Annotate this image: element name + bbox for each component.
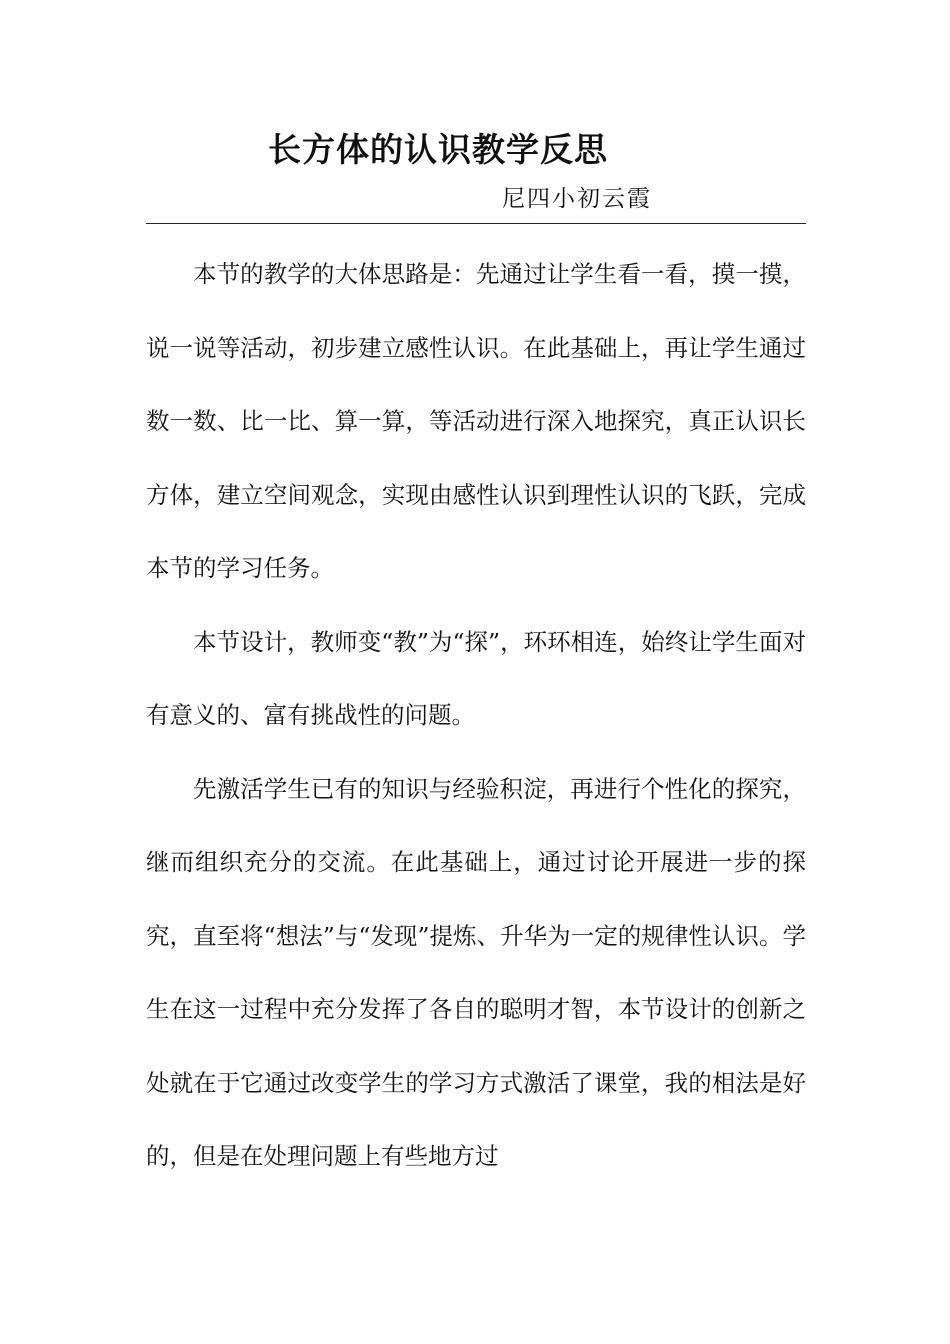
document-body bbox=[146, 238, 806, 1194]
paragraph-text: 本节的教学的大体思路是：先通过让学生看一看，摸一摸，说一说等活动，初步建立感性认识。在此基础上，再让学生通过数一数、比一比、算一算，等活动进行深入地探究，真正认识长方体，建立空间观念，实现由感性认识到理性认识的飞跃，完成本节的学习任务。 bbox=[146, 260, 806, 582]
paragraph-text: 本节设计，教师变“教”为“探”，环环相连，始终让学生面对有意义的、富有挑战性的问题。 bbox=[146, 627, 806, 729]
document-author: 尼四小初云霞 bbox=[502, 186, 652, 212]
paragraph-exploration bbox=[146, 753, 806, 1194]
paragraph-text: 先激活学生已有的知识与经验积淀，再进行个性化的探究，继而组织充分的交流。在此基础上，通过讨论开展进一步的探究，直至将“想法”与“发现”提炼、升华为一定的规律性认识。学生在这一过程中充分发挥了各自的聪明才智，本节设计的创新之处就在于它通过改变学生的学习方式激活了课堂，我的相法是好的，但是在处理问题上有些地方过 bbox=[146, 774, 806, 1170]
paragraph-design bbox=[146, 606, 806, 753]
header-divider bbox=[146, 223, 806, 224]
paragraph-teaching-approach bbox=[146, 238, 806, 606]
document-title: 长方体的认识教学反思 bbox=[268, 130, 608, 169]
